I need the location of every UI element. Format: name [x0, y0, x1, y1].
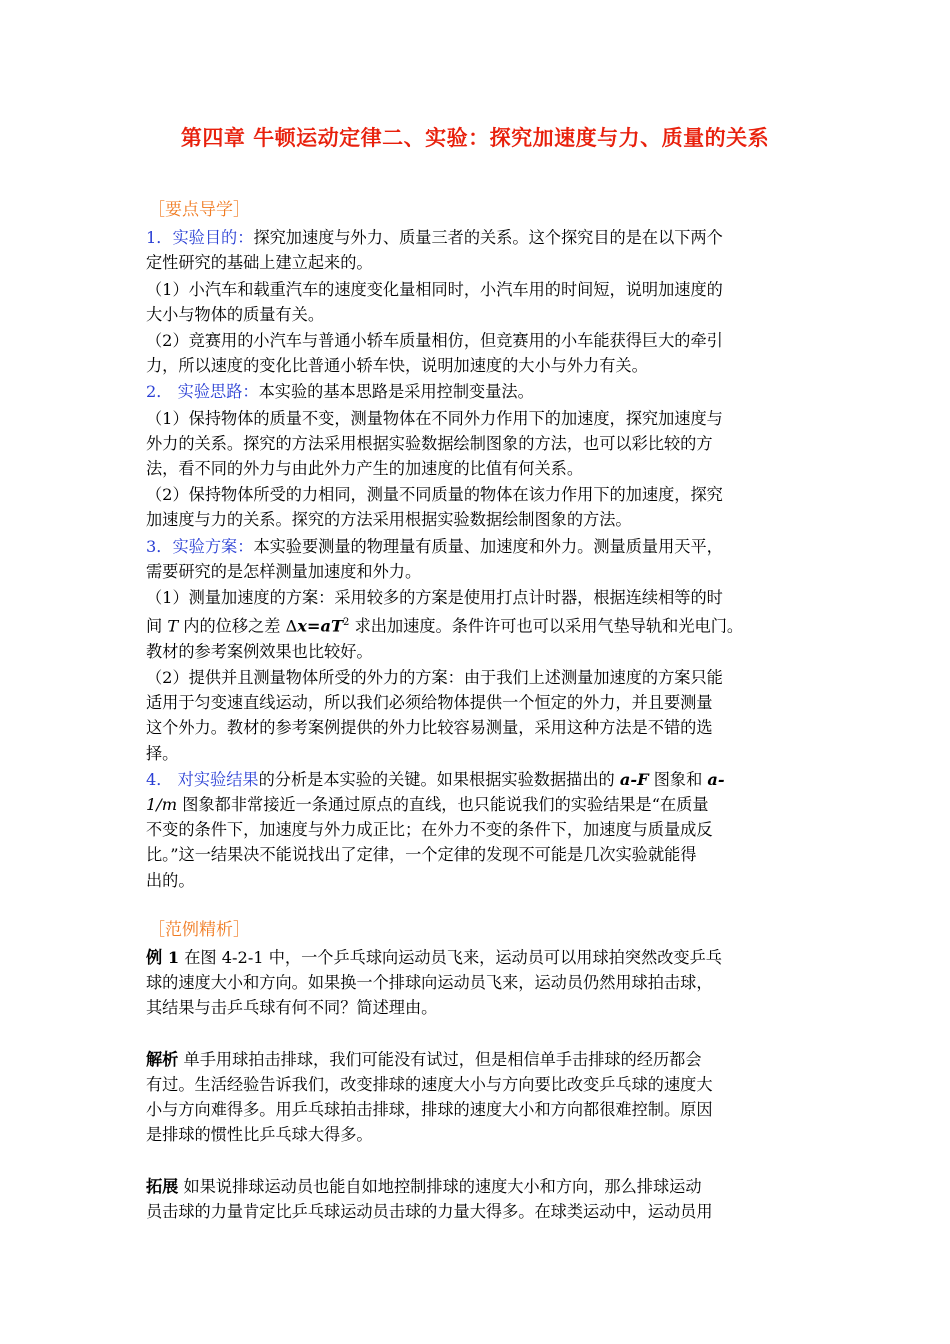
paragraph-item3-sub2: [146, 665, 810, 766]
var-a-minus: a-: [707, 769, 725, 789]
paragraph-analysis: [146, 1047, 810, 1148]
item4-number: 4． 对: [146, 769, 194, 789]
item3-sub1-l3: 教材的参考案例效果也比较好。: [146, 641, 373, 661]
section-heading-guide: ［要点导学］: [148, 200, 250, 220]
paragraph-item1-sub2: [146, 328, 810, 378]
paragraph-item1-sub1: [146, 277, 810, 327]
paragraph-item2: [146, 379, 810, 404]
page-title: 第四章 牛顿运动定律二、实验：探究加速度与力、质量的关系: [180, 126, 770, 150]
item2-sub2-l2: 加速度与力的关系。探究的方法采用根据实验数据绘制图象的方法。: [146, 510, 632, 530]
analysis-l3: 小与方向难得多。用乒乓球拍击排球，排球的速度大小和方向都很难控制。原因: [146, 1100, 713, 1120]
example1-label: 例 1: [146, 948, 180, 968]
item1-sub1-l1: （1）小汽车和载重汽车的速度变化量相同时，小汽车用的时间短，说明加速度的: [146, 279, 723, 299]
item3-sub2-l4: 择。: [146, 743, 179, 763]
var-aT: aT: [320, 616, 344, 636]
analysis-l4: 是排球的惯性比乒乓球大得多。: [146, 1125, 373, 1145]
item2-sub1-l3: 法，看不同的外力与由此外力产生的加速度的比值有何关系。: [146, 459, 584, 479]
var-1-over-m: 1/m: [146, 795, 178, 815]
item4-text-l3: 不变的条件下，加速度与外力成正比；在外力不变的条件下，加速度与质量成反: [146, 820, 713, 840]
analysis-l2: 有过。生活经验告诉我们，改变排球的速度大小与方向要比改变乒乓球的速度大: [146, 1074, 713, 1094]
item4-text-l4: 比。”这一结果决不能说找出了定律，一个定律的发现不可能是几次实验就能得: [146, 845, 697, 865]
item3-sub2-l3: 这个外力。教材的参考案例提供的外力比较容易测量，采用这种方法是不错的选: [146, 718, 713, 738]
item3-sub1-text-c: 求出加速度。条件许可也可以采用气垫导轨和光电门。: [349, 616, 744, 636]
item2-sub2-l1: （2）保持物体所受的力相同，测量不同质量的物体在该力作用下的加速度，探究: [146, 485, 723, 505]
spacer: [146, 1149, 810, 1174]
example1-l2: 球的速度大小和方向。如果换一个排球向运动员飞来，运动员仍然用球拍击球，: [146, 973, 713, 993]
var-a-F: a-F: [619, 769, 649, 789]
document-body: [146, 198, 810, 1225]
item1-label: 1．实验目的：: [146, 228, 254, 248]
paragraph-item2-sub2: [146, 482, 810, 532]
item4-label: 实验结果: [193, 769, 259, 789]
item1-sub2-l1: （2）竞赛用的小汽车与普通小轿车质量相仿，但竞赛用的小车能获得巨大的牵引: [146, 331, 723, 351]
paragraph-item3: [146, 534, 810, 584]
item1-sub1-l2: 大小与物体的质量有关。: [146, 304, 325, 324]
paragraph-item2-sub1: [146, 406, 810, 482]
item2-sub1-l1: （1）保持物体的质量不变，测量物体在不同外力作用下的加速度，探究加速度与: [146, 408, 723, 428]
item4-text-l1: 的分析是本实验的关键。如果根据实验数据描出的: [258, 769, 620, 789]
item2-label: 2． 实验思路：: [146, 382, 259, 402]
extension-l1: 如果说排球运动员也能自如地控制排球的速度大小和方向，那么排球运动: [178, 1176, 702, 1196]
var-x: x: [297, 616, 307, 636]
item3-sub1-text-b: 内的位移之差 Δ: [178, 616, 298, 636]
item3-text-l1: 本实验要测量的物理量有质量、加速度和外力。测量质量用天平，: [253, 536, 723, 556]
extension-l2: 员击球的力量肯定比乒乓球运动员击球的力量大得多。在球类运动中，运动员用: [146, 1201, 713, 1221]
analysis-label: 解析: [146, 1049, 179, 1069]
superscript-2: 2: [343, 617, 350, 629]
paragraph-item1: [146, 225, 810, 275]
paragraph-item3-sub1: [146, 585, 810, 664]
item2-text: 本实验的基本思路是采用控制变量法。: [258, 382, 534, 402]
paragraph-item4: [146, 767, 810, 893]
item4-text-l2: 图象都非常接近一条通过原点的直线，也只能说我们的实验结果是“在质量: [177, 795, 709, 815]
item3-label: 3．实验方案：: [146, 536, 254, 556]
item4-text-l1-c: 图象和: [648, 769, 708, 789]
example1-l3: 其结果与击乒乓球有何不同？简述理由。: [146, 998, 438, 1018]
analysis-l1: 单手用球拍击排球，我们可能没有试过，但是相信单手击排球的经历都会: [178, 1049, 702, 1069]
item3-sub2-l2: 适用于匀变速直线运动，所以我们必须给物体提供一个恒定的外力，并且要测量: [146, 693, 713, 713]
section-heading-examples: ［范例精析］: [148, 919, 250, 940]
example1-l1: 在图 4-2-1 中，一个乒乓球向运动员飞来，运动员可以用球拍突然改变乒乓: [179, 948, 722, 968]
item3-sub1-l1: （1）测量加速度的方案：采用较多的方案是使用打点计时器，根据连续相等的时: [146, 588, 723, 608]
spacer: [146, 1022, 810, 1047]
item3-sub2-l1: （2）提供并且测量物体所受的外力的方案：由于我们上述测量加速度的方案只能: [146, 668, 723, 688]
item1-text-l1: 探究加速度与外力、质量三者的关系。这个探究目的是在以下两个: [253, 228, 723, 248]
item2-sub1-l2: 外力的关系。探究的方法采用根据实验数据绘制图象的方法，也可以彩比较的方: [146, 433, 713, 453]
item1-sub2-l2: 力，所以速度的变化比普通小轿车快，说明加速度的大小与外力有关。: [146, 356, 648, 376]
item3-text-l2: 需要研究的是怎样测量加速度和外力。: [146, 561, 422, 581]
equals-sign: =: [306, 616, 321, 636]
item4-text-l5: 出的。: [146, 870, 195, 890]
paragraph-example1: [146, 945, 810, 1021]
item3-sub1-text-a: 间: [146, 616, 168, 636]
paragraph-extension: [146, 1174, 810, 1224]
extension-label: 拓展: [146, 1176, 179, 1196]
item1-text-l2: 定性研究的基础上建立起来的。: [146, 253, 373, 273]
var-T: T: [167, 616, 179, 636]
